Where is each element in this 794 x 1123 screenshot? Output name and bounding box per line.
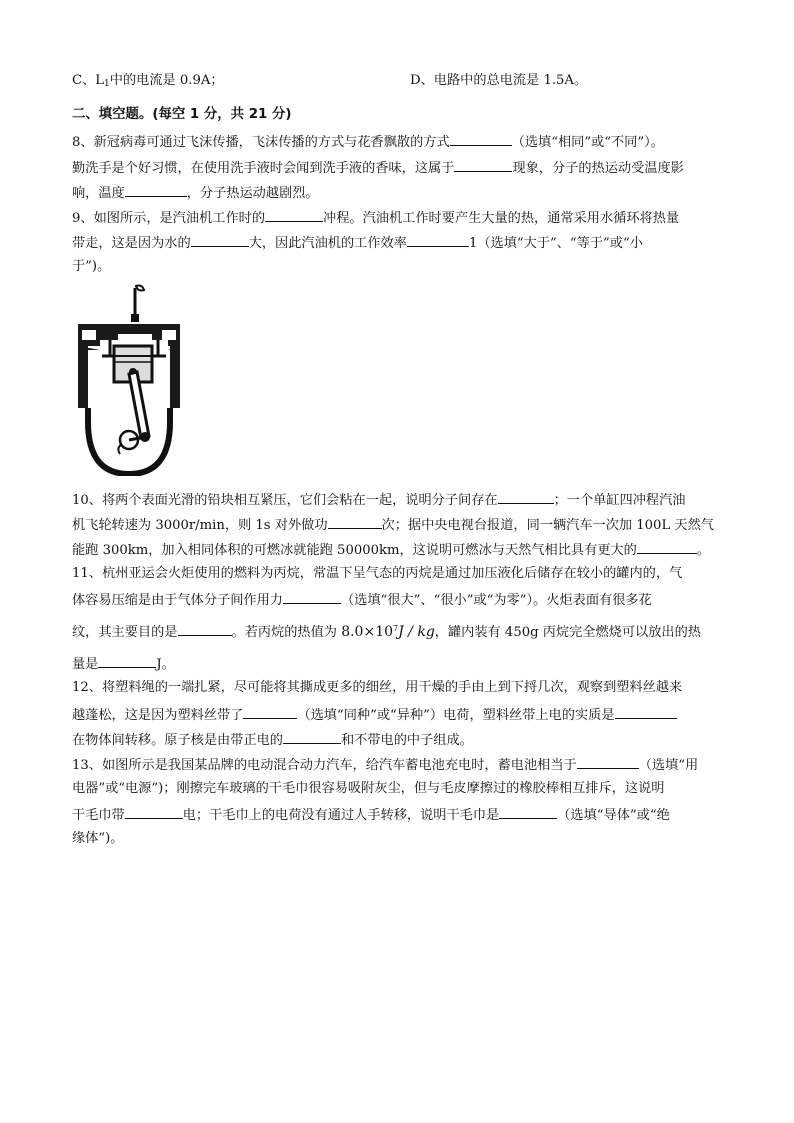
answer-blank[interactable] <box>125 184 187 197</box>
answer-blank[interactable] <box>615 706 677 719</box>
q8-line-3: 响，温度 ，分子热运动越剧烈。 <box>72 186 319 201</box>
q13-line-3: 干毛巾带 电；干毛巾上的电荷没有通过人手转移，说明干毛巾是 （选填“导体”或“绝 <box>72 808 670 823</box>
answer-blank[interactable] <box>283 731 341 744</box>
q11-line-4: 量是 J。 <box>72 657 175 672</box>
q10-line-1: 10、将两个表面光滑的铅块相互紧压，它们会粘在一起，说明分子间存在 ；一个单缸四冲程汽油 <box>72 493 686 508</box>
answer-blank[interactable] <box>265 209 323 222</box>
q13-line-4: 缘体”)。 <box>72 831 124 846</box>
answer-blank[interactable] <box>191 234 249 247</box>
option-d: D、电路中的总电流是 1.5A。 <box>410 73 588 88</box>
q9-line-2: 带走，这是因为水的 大，因此汽油机的工作效率 1（选填“大于”、“等于”或“小 <box>72 236 643 251</box>
heat-value: $8.0\times 10^7J$ / kg <box>341 624 435 640</box>
answer-blank[interactable] <box>499 806 557 819</box>
answer-blank[interactable] <box>98 655 156 668</box>
engine-cylinder-figure <box>74 284 184 476</box>
q12-line-1: 12、将塑料绳的一端扎紧，尽可能将其撕成更多的细丝，用干燥的手由上到下捋几次，观察到塑料丝越来 <box>72 680 683 695</box>
q12-line-2: 越蓬松，这是因为塑料丝带了 （选填“同种”或“异种”）电荷，塑料丝带上电的实质是 <box>72 706 677 724</box>
answer-blank[interactable] <box>328 516 382 529</box>
answer-blank[interactable] <box>283 591 341 604</box>
q12-line-3: 在物体间转移。原子核是由带正电的 和不带电的中子组成。 <box>72 733 473 748</box>
answer-blank[interactable] <box>407 234 469 247</box>
q11-line-1: 11、杭州亚运会火炬使用的燃料为丙烷，常温下呈气态的丙烷是通过加压液化后储存在较小的罐内的，气 <box>72 566 683 581</box>
section-title: 二、填空题。(每空 1 分，共 21 分) <box>72 107 292 122</box>
answer-blank[interactable] <box>637 541 697 554</box>
q13-line-1: 13、如图所示是我国某品牌的电动混合动力汽车，给汽车蓄电池充电时，蓄电池相当于 （选填“用 <box>72 758 699 773</box>
q8-line-2: 勤洗手是个好习惯，在使用洗手液时会闻到洗手液的香味，这属于 现象，分子的热运动受温度影 <box>72 161 684 176</box>
q11-line-2: 体容易压缩是由于气体分子间作用力 （选填“很大”、“很小”或“为零”）。火炬表面有很多花 <box>72 593 652 608</box>
answer-blank[interactable] <box>125 806 183 819</box>
q10-line-2: 机飞轮转速为 3000r/min，则 1s 对外做功 次；据中央电视台报道，同一辆汽车一次加 100L 天然气 <box>72 518 714 533</box>
option-c: C、$L_1$中的电流是 0.9A； <box>72 73 224 89</box>
answer-blank[interactable] <box>243 706 297 719</box>
q9-line-3: 于”)。 <box>72 259 111 274</box>
q11-line-3: 纹，其主要目的是 。若丙烷的热值为 $8.0\times 10^7J$ / kg，罐内装有 450g 丙烷完全燃烧可以放出的热 <box>72 624 701 640</box>
answer-blank[interactable] <box>454 159 512 172</box>
q13-line-2: 电器”或“电源”)；刚擦完车玻璃的干毛巾很容易吸附灰尘，但与毛皮摩擦过的橡胶棒相互排斥，这说明 <box>72 781 665 796</box>
answer-blank[interactable] <box>178 623 232 636</box>
q8-line-1: 8、新冠病毒可通过飞沫传播，飞沫传播的方式与花香飘散的方式 （选填“相同”或“不同”）。 <box>72 135 664 150</box>
q9-line-1: 9、如图所示，是汽油机工作时的 冲程。汽油机工作时要产生大量的热，通常采用水循环将热量 <box>72 211 680 226</box>
answer-blank[interactable] <box>498 491 554 504</box>
answer-blank[interactable] <box>577 756 639 769</box>
answer-blank[interactable] <box>450 133 512 146</box>
q10-line-3: 能跑 300km，加入相同体积的可燃冰就能跑 50000km，这说明可燃冰与天然气相比具有更大的 。 <box>72 543 711 558</box>
